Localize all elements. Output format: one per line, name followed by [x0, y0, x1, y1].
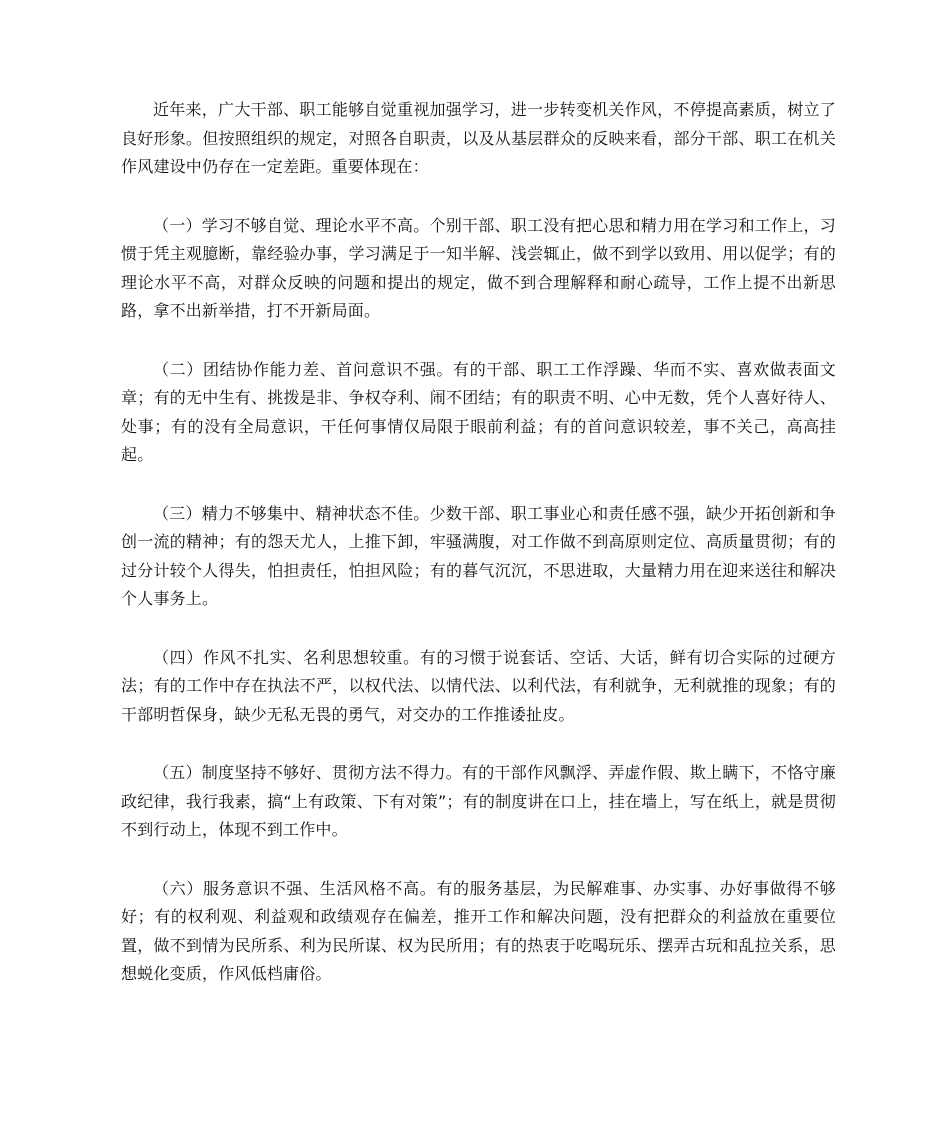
section-3-paragraph: （三）精力不够集中、精神状态不佳。少数干部、职工事业心和责任感不强，缺少开拓创新和争创一流的精神；有的怨天尤人，上推下卸，牢骚满腹，对工作做不到高原则定位、高质量贯彻；有的过分计较个人得失，怕担责任，怕担风险；有的暮气沉沉，不思进取，大量精力用在迎来送往和解决个人事务上。	[121, 503, 836, 608]
paragraph-gap	[121, 326, 836, 356]
section-2-paragraph: （二）团结协作能力差、首问意识不强。有的干部、职工工作浮躁、华而不实、喜欢做表面文章；有的无中生有、挑拨是非、争权夺利、闹不团结；有的职责不明、心中无数，凭个人喜好待人、处事；有的没有全局意识，干任何事情仅局限于眼前利益；有的首问意识较差，事不关己，高高挂起。	[121, 359, 836, 464]
section-6-paragraph: （六）服务意识不强、生活风格不高。有的服务基层，为民解难事、办实事、办好事做得不够好；有的权利观、利益观和政绩观存在偏差，推开工作和解决问题，没有把群众的利益放在重要位置，做不到情为民所系、利为民所谋、权为民所用；有的热衷于吃喝玩乐、摆弄古玩和乱拉关系，思想蜕化变质，作风低档庸俗。	[121, 878, 836, 983]
paragraph-gap	[121, 470, 836, 500]
intro-paragraph: 近年来，广大干部、职工能够自觉重视加强学习，进一步转变机关作风，不停提高素质，树立了良好形象。但按照组织的规定，对照各自职责，以及从基层群众的反映来看，部分干部、职工在机关作风建设中仍存在一定差距。重要体现在：	[121, 100, 836, 176]
paragraph-gap	[121, 845, 836, 875]
paragraph-gap	[121, 614, 836, 644]
section-1-paragraph: （一）学习不够自觉、理论水平不高。个别干部、职工没有把心思和精力用在学习和工作上，习惯于凭主观臆断，靠经验办事，学习满足于一知半解、浅尝辄止，做不到学以致用、用以促学；有的理论水平不高，对群众反映的问题和提出的规定，做不到合理解释和耐心疏导，工作上提不出新思路，拿不出新举措，打不开新局面。	[121, 215, 836, 320]
section-4-paragraph: （四）作风不扎实、名利思想较重。有的习惯于说套话、空话、大话，鲜有切合实际的过硬方法；有的工作中存在执法不严，以权代法、以情代法、以利代法，有利就争，无利就推的现象；有的干部明哲保身，缺少无私无畏的勇气，对交办的工作推诿扯皮。	[121, 647, 836, 724]
document-body	[121, 96, 836, 989]
paragraph-gap	[121, 182, 836, 212]
section-5-paragraph: （五）制度坚持不够好、贯彻方法不得力。有的干部作风飘浮、弄虚作假、欺上瞒下，不恪守廉政纪律，我行我素，搞“上有政策、下有对策”；有的制度讲在口上，挂在墙上，写在纸上，就是贯彻不到行动上，体现不到工作中。	[121, 763, 836, 839]
paragraph-gap	[121, 729, 836, 759]
